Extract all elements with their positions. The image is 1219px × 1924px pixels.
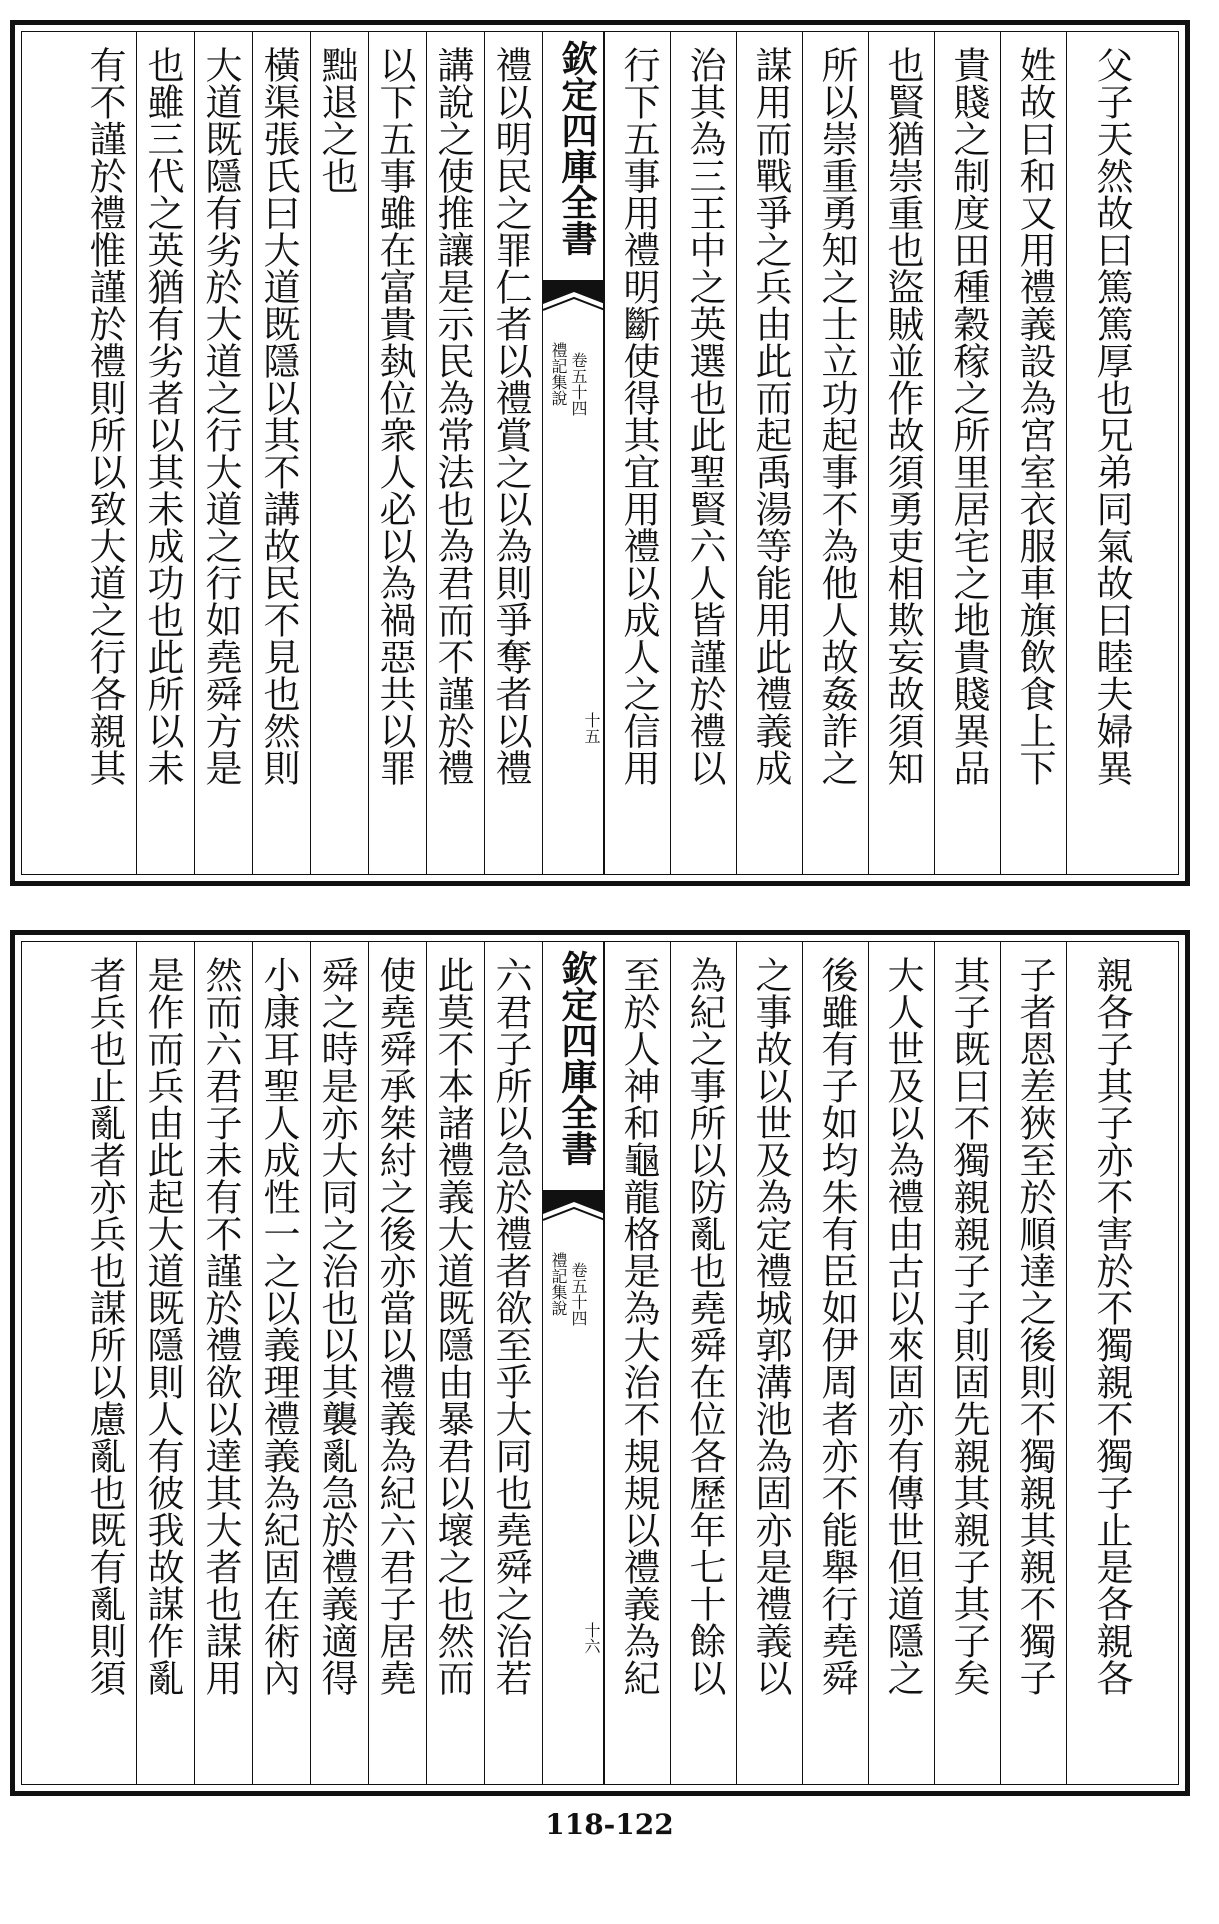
text-column: 親各子其子亦不害於不獨親不獨子止是各親各 [1066,942,1176,1784]
spine-title: 欽定四庫全書 [556,40,598,256]
text-column: 行下五事用禮明斷使得其宜用禮以成人之信用 [604,32,670,874]
page-number: 118-122 [545,1808,674,1841]
spine-leaf: 十六 [582,1622,601,1654]
text-column: 六君子所以急於禮者欲至乎大同也堯舜之治若 [484,942,542,1784]
text-column: 也雖三代之英猶有劣者以其未成功也此所以未 [136,32,194,874]
text-column: 子者恩差狹至於順達之後則不獨親其親不獨子 [1000,942,1066,1784]
text-column: 大道既隱有劣於大道之行大道之行如堯舜方是 [194,32,252,874]
text-column: 也賢猶崇重也盜賊並作故須勇吏相欺妄故須知 [868,32,934,874]
text-column: 貴賤之制度田種穀稼之所里居宅之地貴賤異品 [934,32,1000,874]
text-column: 治其為三王中之英選也此聖賢六人皆謹於禮以 [670,32,736,874]
spine-volume: 卷五十四 [569,352,588,416]
text-column: 舜之時是亦大同之治也以其襲亂急於禮義適得 [310,942,368,1784]
spine-volume: 卷五十四 [569,1262,588,1326]
text-column: 為紀之事所以防亂也堯舜在位各歷年七十餘以 [670,942,736,1784]
text-column: 後雖有子如均朱有臣如伊周者亦不能舉行堯舜 [802,942,868,1784]
spine [542,32,604,874]
spine-book-title: 禮記集說 [549,1252,568,1316]
text-column: 謀用而戰爭之兵由此而起禹湯等能用此禮義成 [736,32,802,874]
text-column: 此莫不本諸禮義大道既隱由暴君以壞之也然而 [426,942,484,1784]
bottom-page-frame [21,941,1179,1785]
text-column: 使堯舜承桀紂之後亦當以禮義為紀六君子居堯 [368,942,426,1784]
text-column: 其子既曰不獨親親子子則固先親其親子其子矣 [934,942,1000,1784]
fishtail-mark [543,1190,605,1230]
top-page-frame [21,31,1179,875]
text-column: 黜退之也 [310,32,368,874]
spine-book-title: 禮記集說 [549,342,568,406]
text-column: 至於人神和龜龍格是為大治不規規以禮義為紀 [604,942,670,1784]
text-column: 是作而兵由此起大道既隱則人有彼我故謀作亂 [136,942,194,1784]
text-column: 以下五事雖在富貴埶位衆人必以為禍惡共以罪 [368,32,426,874]
spine-leaf: 十五 [582,712,601,744]
bottom-page [10,930,1190,1796]
text-column: 禮以明民之罪仁者以禮賞之以為則爭奪者以禮 [484,32,542,874]
text-column: 父子天然故曰篤篤厚也兄弟同氣故曰睦夫婦異 [1066,32,1176,874]
text-column: 小康耳聖人成性一之以義理禮義為紀固在術內 [252,942,310,1784]
fishtail-mark [543,280,605,320]
text-column: 所以崇重勇知之士立功起事不為他人故姦詐之 [802,32,868,874]
text-column: 之事故以世及為定禮城郭溝池為固亦是禮義以 [736,942,802,1784]
text-column: 橫渠張氏曰大道既隱以其不講故民不見也然則 [252,32,310,874]
text-column: 有不謹於禮惟謹於禮則所以致大道之行各親其 [83,46,126,786]
text-column: 然而六君子未有不謹於禮欲以達其大者也謀用 [194,942,252,1784]
text-column: 者兵也止亂者亦兵也謀所以慮亂也既有亂則須 [83,956,126,1696]
spine-title: 欽定四庫全書 [556,950,598,1166]
text-column: 姓故曰和又用禮義設為宮室衣服車旗飲食上下 [1000,32,1066,874]
spine [542,942,604,1784]
top-page [10,20,1190,886]
text-column: 大人世及以為禮由古以來固亦有傳世但道隱之 [868,942,934,1784]
text-column: 講說之使推讓是示民為常法也為君而不謹於禮 [426,32,484,874]
